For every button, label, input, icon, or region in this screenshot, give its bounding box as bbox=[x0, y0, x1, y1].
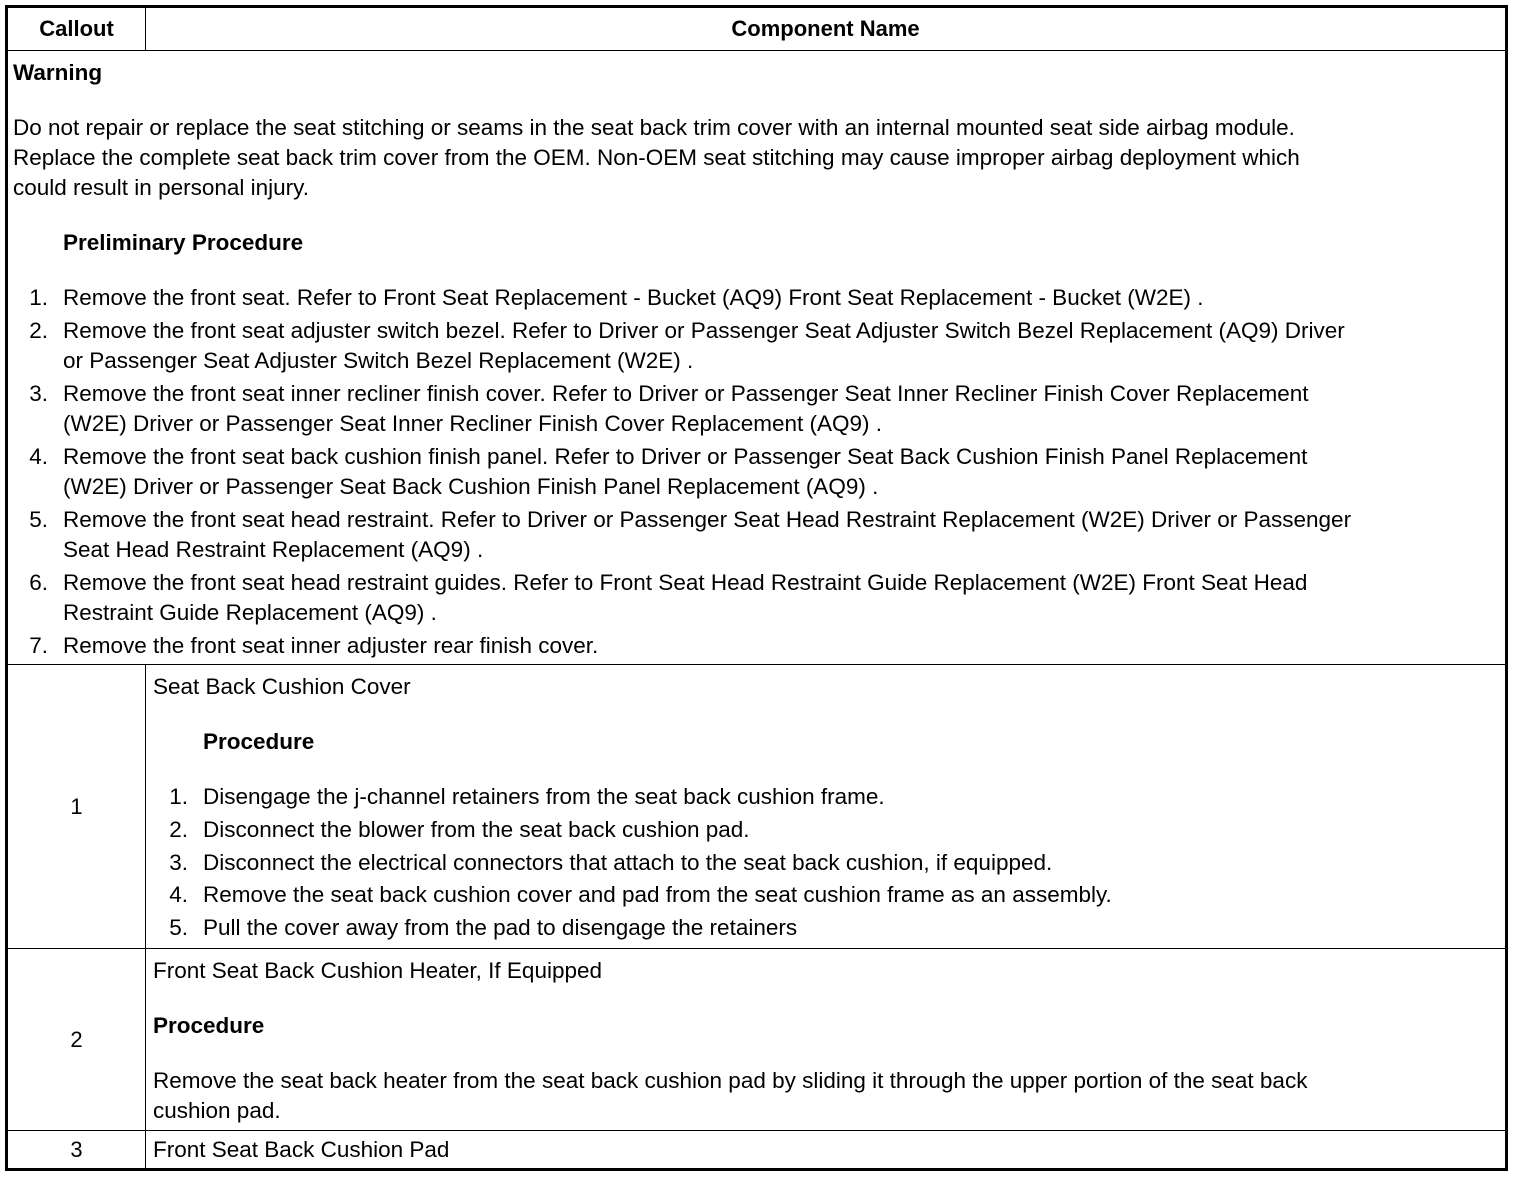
table-row bbox=[8, 949, 1505, 1131]
step-text: Disengage the j-channel retainers from the seat back cushion frame. bbox=[203, 784, 885, 809]
component-table bbox=[5, 5, 1508, 1171]
step-text: Remove the front seat head restraint guides. Refer to Front Seat Head Restraint Guide Replacement (W2E) Front Seat Head bbox=[63, 570, 1308, 595]
table-row bbox=[8, 665, 1505, 949]
step-text: Disconnect the electrical connectors that attach to the seat back cushion, if equipped. bbox=[203, 850, 1053, 875]
step-text: Seat Head Restraint Replacement (AQ9) . bbox=[63, 537, 484, 562]
step-text: Remove the front seat inner recliner finish cover. Refer to Driver or Passenger Seat Inner Recliner Finish Cover Replacement bbox=[63, 381, 1309, 406]
step-number: 4. bbox=[169, 882, 188, 907]
component-cell bbox=[146, 1131, 1505, 1168]
component-name: Seat Back Cushion Cover bbox=[153, 674, 411, 699]
warning-line: Do not repair or replace the seat stitching or seams in the seat back trim cover with an internal mounted seat side airbag module. bbox=[13, 115, 1295, 140]
procedure-text: cushion pad. bbox=[153, 1098, 281, 1123]
warning-line: Replace the complete seat back trim cover from the OEM. Non-OEM seat stitching may cause improper airbag deployment which bbox=[13, 145, 1300, 170]
step-number: 3. bbox=[29, 381, 48, 406]
table-header-row bbox=[8, 8, 1505, 51]
callout-number: 2 bbox=[8, 949, 146, 1130]
step-number: 5. bbox=[29, 507, 48, 532]
step-text: Remove the front seat back cushion finish panel. Refer to Driver or Passenger Seat Back Cushion Finish Panel Replacement bbox=[63, 444, 1308, 469]
step-text: Remove the front seat inner adjuster rear finish cover. bbox=[63, 633, 599, 658]
step-text: (W2E) Driver or Passenger Seat Back Cushion Finish Panel Replacement (AQ9) . bbox=[63, 474, 879, 499]
step-number: 7. bbox=[29, 633, 48, 658]
step-text: or Passenger Seat Adjuster Switch Bezel Replacement (W2E) . bbox=[63, 348, 694, 373]
component-cell bbox=[146, 949, 1505, 1130]
step-number: 6. bbox=[29, 570, 48, 595]
procedure-title: Procedure bbox=[153, 1013, 265, 1038]
table-row bbox=[8, 1131, 1505, 1168]
step-text: Remove the front seat. Refer to Front Seat Replacement - Bucket (AQ9) Front Seat Replacement - Bucket (W2E) . bbox=[63, 285, 1204, 310]
step-number: 1. bbox=[169, 784, 188, 809]
component-cell bbox=[146, 665, 1505, 948]
component-name: Front Seat Back Cushion Heater, If Equipped bbox=[153, 958, 603, 983]
component-name: Front Seat Back Cushion Pad bbox=[153, 1137, 450, 1162]
callout-number: 1 bbox=[8, 665, 146, 948]
warning-title: Warning bbox=[13, 60, 103, 85]
step-text: Remove the seat back cushion cover and pad from the seat cushion frame as an assembly. bbox=[203, 882, 1112, 907]
procedure-text: Remove the seat back heater from the seat back cushion pad by sliding it through the upper portion of the seat back bbox=[153, 1068, 1308, 1093]
step-text: Disconnect the blower from the seat back cushion pad. bbox=[203, 817, 750, 842]
step-text: Pull the cover away from the pad to disengage the retainers bbox=[203, 915, 798, 940]
step-number: 4. bbox=[29, 444, 48, 469]
callout-number: 3 bbox=[8, 1131, 146, 1168]
preliminary-procedure-title: Preliminary Procedure bbox=[63, 230, 304, 255]
step-number: 2. bbox=[169, 817, 188, 842]
step-text: Remove the front seat adjuster switch bezel. Refer to Driver or Passenger Seat Adjuster Switch Bezel Replacement (AQ9) Driver bbox=[63, 318, 1345, 343]
step-number: 5. bbox=[169, 915, 188, 940]
warning-row bbox=[8, 51, 1505, 665]
step-number: 2. bbox=[29, 318, 48, 343]
step-text: Remove the front seat head restraint. Refer to Driver or Passenger Seat Head Restraint Replacement (W2E) Driver or Passenger bbox=[63, 507, 1352, 532]
step-text: (W2E) Driver or Passenger Seat Inner Recliner Finish Cover Replacement (AQ9) . bbox=[63, 411, 883, 436]
header-callout: Callout bbox=[8, 8, 146, 50]
procedure-title: Procedure bbox=[203, 729, 315, 754]
step-number: 1. bbox=[29, 285, 48, 310]
step-number: 3. bbox=[169, 850, 188, 875]
warning-line: could result in personal injury. bbox=[13, 175, 309, 200]
header-component-name: Component Name bbox=[731, 16, 920, 41]
step-text: Restraint Guide Replacement (AQ9) . bbox=[63, 600, 437, 625]
